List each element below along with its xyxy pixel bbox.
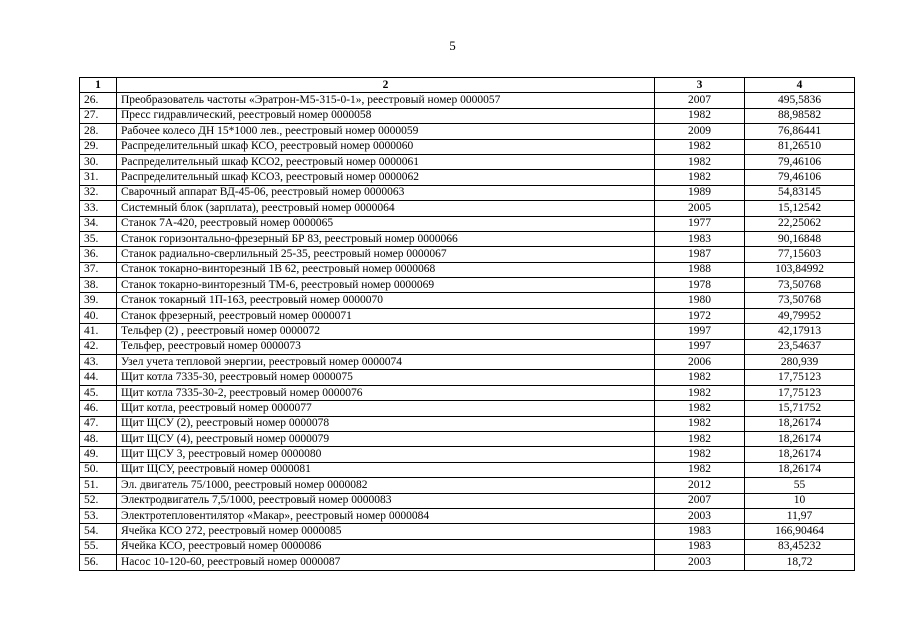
year-cell: 2007 xyxy=(655,493,745,508)
value-cell: 280,939 xyxy=(745,355,855,370)
year-cell: 1989 xyxy=(655,185,745,200)
table-header xyxy=(80,78,855,93)
row-number: 41. xyxy=(80,324,117,339)
inventory-table xyxy=(79,77,855,571)
year-cell: 2005 xyxy=(655,201,745,216)
value-cell: 103,84992 xyxy=(745,262,855,277)
table-row xyxy=(80,447,855,462)
table-row xyxy=(80,247,855,262)
table-row xyxy=(80,508,855,523)
row-number: 45. xyxy=(80,385,117,400)
item-name: Станок горизонтально-фрезерный БР 83, реестровый номер 0000066 xyxy=(117,231,655,246)
item-name: Распределительный шкаф КСО, реестровый номер 0000060 xyxy=(117,139,655,154)
year-cell: 1982 xyxy=(655,108,745,123)
table-row xyxy=(80,139,855,154)
row-number: 28. xyxy=(80,124,117,139)
row-number: 36. xyxy=(80,247,117,262)
item-name: Щит ЩСУ (2), реестровый номер 0000078 xyxy=(117,416,655,431)
header-col-2: 2 xyxy=(117,78,655,93)
item-name: Распределительный шкаф КСО3, реестровый номер 0000062 xyxy=(117,170,655,185)
table-row xyxy=(80,416,855,431)
table-row xyxy=(80,324,855,339)
item-name: Тельфер, реестровый номер 0000073 xyxy=(117,339,655,354)
value-cell: 18,26174 xyxy=(745,431,855,446)
value-cell: 77,15603 xyxy=(745,247,855,262)
row-number: 31. xyxy=(80,170,117,185)
year-cell: 1982 xyxy=(655,170,745,185)
row-number: 55. xyxy=(80,539,117,554)
value-cell: 495,5836 xyxy=(745,93,855,108)
table-row xyxy=(80,524,855,539)
table-row xyxy=(80,278,855,293)
item-name: Тельфер (2) , реестровый номер 0000072 xyxy=(117,324,655,339)
item-name: Щит котла 7335-30, реестровый номер 0000075 xyxy=(117,370,655,385)
table-row xyxy=(80,170,855,185)
row-number: 53. xyxy=(80,508,117,523)
row-number: 52. xyxy=(80,493,117,508)
item-name: Станок радиально-сверлильный 25-35, реестровый номер 0000067 xyxy=(117,247,655,262)
year-cell: 2009 xyxy=(655,124,745,139)
item-name: Эл. двигатель 75/1000, реестровый номер 0000082 xyxy=(117,478,655,493)
item-name: Станок фрезерный, реестровый номер 0000071 xyxy=(117,308,655,323)
item-name: Преобразователь частоты «Эратрон-М5-315-0-1», реестровый номер 0000057 xyxy=(117,93,655,108)
value-cell: 81,26510 xyxy=(745,139,855,154)
table-row xyxy=(80,308,855,323)
item-name: Рабочее колесо ДН 15*1000 лев., реестровый номер 0000059 xyxy=(117,124,655,139)
table-row xyxy=(80,339,855,354)
row-number: 40. xyxy=(80,308,117,323)
table-row xyxy=(80,493,855,508)
item-name: Электродвигатель 7,5/1000, реестровый номер 0000083 xyxy=(117,493,655,508)
row-number: 39. xyxy=(80,293,117,308)
header-col-4: 4 xyxy=(745,78,855,93)
value-cell: 10 xyxy=(745,493,855,508)
page-number: 5 xyxy=(449,38,456,53)
table-row xyxy=(80,539,855,554)
row-number: 48. xyxy=(80,431,117,446)
item-name: Насос 10-120-60, реестровый номер 0000087 xyxy=(117,555,655,570)
value-cell: 23,54637 xyxy=(745,339,855,354)
year-cell: 1997 xyxy=(655,339,745,354)
year-cell: 1988 xyxy=(655,262,745,277)
year-cell: 1983 xyxy=(655,539,745,554)
value-cell: 17,75123 xyxy=(745,370,855,385)
year-cell: 1982 xyxy=(655,401,745,416)
value-cell: 55 xyxy=(745,478,855,493)
value-cell: 166,90464 xyxy=(745,524,855,539)
value-cell: 79,46106 xyxy=(745,170,855,185)
table-body xyxy=(80,93,855,570)
table-row xyxy=(80,216,855,231)
year-cell: 1997 xyxy=(655,324,745,339)
table-row xyxy=(80,108,855,123)
row-number: 44. xyxy=(80,370,117,385)
table-row xyxy=(80,293,855,308)
item-name: Узел учета тепловой энергии, реестровый номер 0000074 xyxy=(117,355,655,370)
table-row xyxy=(80,231,855,246)
row-number: 56. xyxy=(80,555,117,570)
item-name: Станок токарно-винторезный ТМ-6, реестровый номер 0000069 xyxy=(117,278,655,293)
year-cell: 1982 xyxy=(655,431,745,446)
table-row xyxy=(80,154,855,169)
item-name: Распределительный шкаф КСО2, реестровый номер 0000061 xyxy=(117,154,655,169)
year-cell: 1982 xyxy=(655,154,745,169)
value-cell: 54,83145 xyxy=(745,185,855,200)
table-row xyxy=(80,385,855,400)
value-cell: 22,25062 xyxy=(745,216,855,231)
item-name: Щит ЩСУ, реестровый номер 0000081 xyxy=(117,462,655,477)
table-row xyxy=(80,555,855,570)
item-name: Системный блок (зарплата), реестровый номер 0000064 xyxy=(117,201,655,216)
value-cell: 83,45232 xyxy=(745,539,855,554)
table-row xyxy=(80,462,855,477)
row-number: 29. xyxy=(80,139,117,154)
table-row xyxy=(80,401,855,416)
row-number: 32. xyxy=(80,185,117,200)
year-cell: 1972 xyxy=(655,308,745,323)
table-row xyxy=(80,201,855,216)
header-col-3: 3 xyxy=(655,78,745,93)
year-cell: 1982 xyxy=(655,447,745,462)
item-name: Электротепловентилятор «Макар», реестровый номер 0000084 xyxy=(117,508,655,523)
year-cell: 1977 xyxy=(655,216,745,231)
value-cell: 15,71752 xyxy=(745,401,855,416)
row-number: 37. xyxy=(80,262,117,277)
year-cell: 1987 xyxy=(655,247,745,262)
row-number: 47. xyxy=(80,416,117,431)
item-name: Станок 7А-420, реестровый номер 0000065 xyxy=(117,216,655,231)
value-cell: 42,17913 xyxy=(745,324,855,339)
value-cell: 18,72 xyxy=(745,555,855,570)
year-cell: 1978 xyxy=(655,278,745,293)
item-name: Ячейка КСО, реестровый номер 0000086 xyxy=(117,539,655,554)
value-cell: 90,16848 xyxy=(745,231,855,246)
value-cell: 79,46106 xyxy=(745,154,855,169)
value-cell: 15,12542 xyxy=(745,201,855,216)
year-cell: 2003 xyxy=(655,555,745,570)
row-number: 27. xyxy=(80,108,117,123)
header-row xyxy=(80,78,855,93)
year-cell: 2007 xyxy=(655,93,745,108)
value-cell: 73,50768 xyxy=(745,293,855,308)
table-row xyxy=(80,262,855,277)
item-name: Сварочный аппарат ВД-45-06, реестровый номер 0000063 xyxy=(117,185,655,200)
value-cell: 18,26174 xyxy=(745,462,855,477)
value-cell: 88,98582 xyxy=(745,108,855,123)
value-cell: 76,86441 xyxy=(745,124,855,139)
item-name: Станок токарно-винторезный 1В 62, реестровый номер 0000068 xyxy=(117,262,655,277)
table-row xyxy=(80,93,855,108)
row-number: 42. xyxy=(80,339,117,354)
table-row xyxy=(80,124,855,139)
year-cell: 1982 xyxy=(655,385,745,400)
row-number: 49. xyxy=(80,447,117,462)
row-number: 51. xyxy=(80,478,117,493)
year-cell: 1983 xyxy=(655,524,745,539)
value-cell: 49,79952 xyxy=(745,308,855,323)
row-number: 38. xyxy=(80,278,117,293)
row-number: 43. xyxy=(80,355,117,370)
row-number: 33. xyxy=(80,201,117,216)
row-number: 34. xyxy=(80,216,117,231)
row-number: 50. xyxy=(80,462,117,477)
year-cell: 2003 xyxy=(655,508,745,523)
year-cell: 1982 xyxy=(655,139,745,154)
row-number: 26. xyxy=(80,93,117,108)
header-col-1: 1 xyxy=(80,78,117,93)
year-cell: 1983 xyxy=(655,231,745,246)
year-cell: 1982 xyxy=(655,462,745,477)
row-number: 54. xyxy=(80,524,117,539)
row-number: 35. xyxy=(80,231,117,246)
row-number: 30. xyxy=(80,154,117,169)
value-cell: 18,26174 xyxy=(745,416,855,431)
table-row xyxy=(80,370,855,385)
table-row xyxy=(80,355,855,370)
year-cell: 1980 xyxy=(655,293,745,308)
value-cell: 11,97 xyxy=(745,508,855,523)
year-cell: 2012 xyxy=(655,478,745,493)
row-number: 46. xyxy=(80,401,117,416)
value-cell: 18,26174 xyxy=(745,447,855,462)
item-name: Щит котла, реестровый номер 0000077 xyxy=(117,401,655,416)
table-row xyxy=(80,185,855,200)
item-name: Щит ЩСУ 3, реестровый номер 0000080 xyxy=(117,447,655,462)
item-name: Ячейка КСО 272, реестровый номер 0000085 xyxy=(117,524,655,539)
item-name: Станок токарный 1П-163, реестровый номер 0000070 xyxy=(117,293,655,308)
item-name: Щит ЩСУ (4), реестровый номер 0000079 xyxy=(117,431,655,446)
item-name: Пресс гидравлический, реестровый номер 0000058 xyxy=(117,108,655,123)
table-row xyxy=(80,478,855,493)
year-cell: 2006 xyxy=(655,355,745,370)
value-cell: 73,50768 xyxy=(745,278,855,293)
year-cell: 1982 xyxy=(655,370,745,385)
table-row xyxy=(80,431,855,446)
value-cell: 17,75123 xyxy=(745,385,855,400)
item-name: Щит котла 7335-30-2, реестровый номер 0000076 xyxy=(117,385,655,400)
year-cell: 1982 xyxy=(655,416,745,431)
